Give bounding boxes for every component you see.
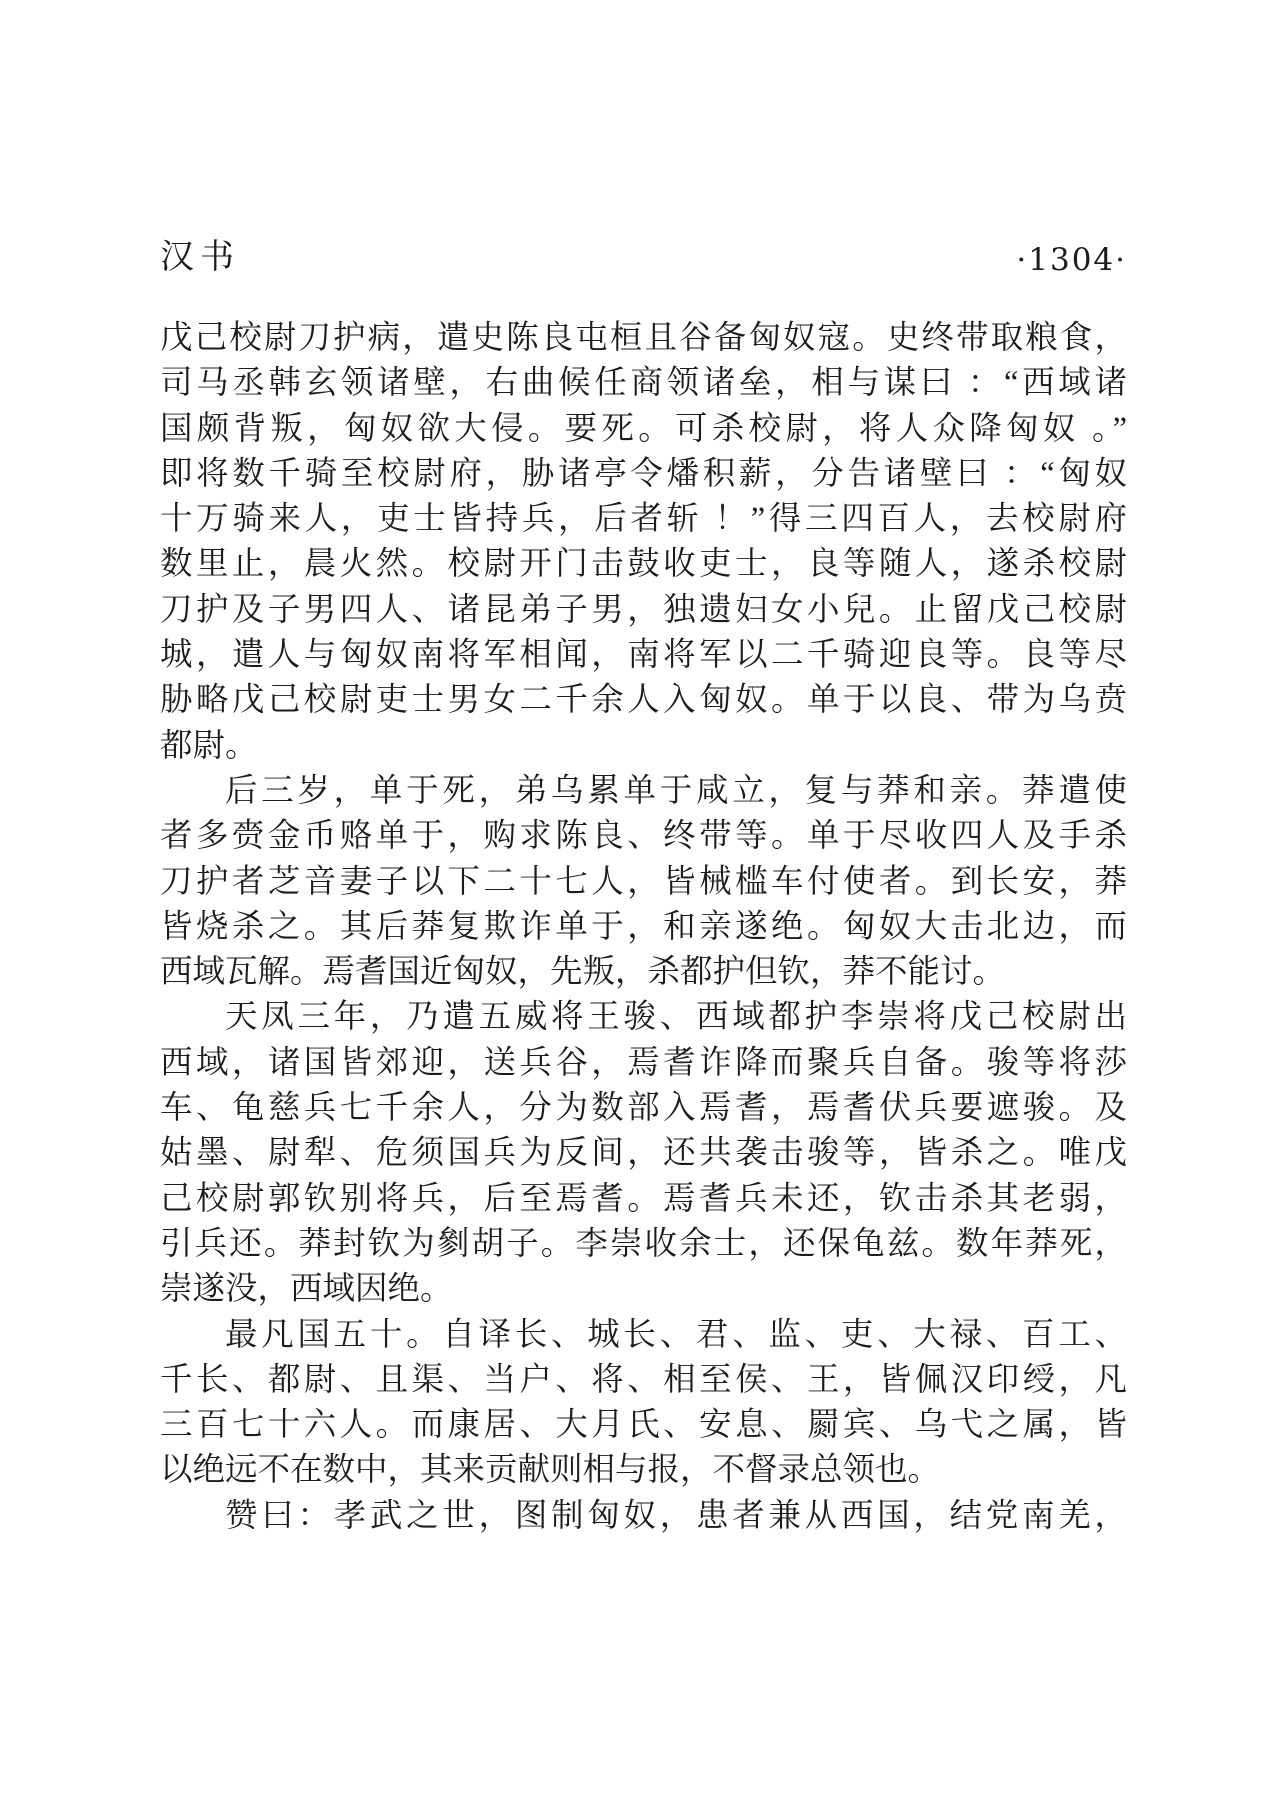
text-line: 天凤三年，乃遣五威将王骏、西域都护李崇将戊己校尉出 (225, 999, 1127, 1036)
text-line: 司马丞韩玄领诸壁，右曲候任商领诸垒，相与谋曰 ：“西域诸 (160, 365, 1127, 402)
text-line: 西域，诸国皆郊迎，送兵谷，焉耆诈降而聚兵自备。骏等将莎 (160, 1044, 1127, 1081)
text-line: 者多赍金币赂单于，购求陈良、终带等。单于尽收四人及手杀 (160, 818, 1127, 855)
text-line: 国颇背叛，匈奴欲大侵。要死。可杀校尉，将人众降匈奴 。” (160, 410, 1127, 447)
text-line: 后三岁，单于死，弟乌累单于咸立，复与莽和亲。莽遣使 (225, 772, 1127, 809)
text-line: 赞曰：孝武之世，图制匈奴，患者兼从西国，结党南羌， (225, 1497, 1127, 1534)
text-line: 戊己校尉刀护病，遣史陈良屯桓且谷备匈奴寇。史终带取粮食， (160, 320, 1127, 356)
text-line: 引兵还。莽封钦为剼胡子。李崇收余士，还保龟兹。数年莽死， (160, 1225, 1127, 1262)
text-line: 千长、都尉、且渠、当户、将、相至侯、王，皆佩汉印绶，凡 (160, 1361, 1127, 1398)
text-line: 城，遣人与匈奴南将军相闻，南将军以二千骑迎良等。良等尽 (160, 637, 1127, 674)
text-line: 己校尉郭钦别将兵，后至焉耆。焉耆兵未还，钦击杀其老弱， (160, 1180, 1127, 1217)
text-line: 十万骑来人，吏士皆持兵，后者斩 ！”得三四百人，去校尉府 (160, 501, 1127, 538)
text-line: 姑墨、尉犁、危须国兵为反间，还共袭击骏等，皆杀之。唯戊 (160, 1135, 1127, 1172)
text-line: 车、龟慈兵七千余人，分为数部入焉耆，焉耆伏兵要遮骏。及 (160, 1090, 1127, 1127)
text-line: 刀护者芝音妻子以下二十七人，皆械槛车付使者。到长安，莽 (160, 863, 1127, 900)
text-line: 即将数千骑至校尉府，胁诸亭令燔积薪，分告诸壁曰 ：“匈奴 (160, 455, 1127, 492)
text-body (160, 316, 1127, 1539)
book-title: 汉书 (160, 239, 240, 276)
text-line: 三百七十六人。而康居、大月氏、安息、罽宾、乌弋之属，皆 (160, 1407, 1127, 1444)
text-line: 数里止，晨火然。校尉开门击鼓收吏士，良等随人，遂杀校尉 (160, 546, 1127, 583)
text-line: 胁略戊己校尉吏士男女二千余人入匈奴。单于以良、带为乌贲 (160, 682, 1127, 719)
text-line: 刀护及子男四人、诸昆弟子男，独遗妇女小兒。止留戊己校尉 (160, 591, 1127, 628)
text-line: 崇遂没，西域因绝。 (160, 1271, 453, 1308)
text-line: 最凡国五十。自译长、城长、君、监、吏、大禄、百工、 (225, 1316, 1127, 1353)
text-line: 西域瓦解。焉耆国近匈奴，先叛，杀都护但钦，莽不能讨。 (160, 954, 1006, 991)
text-line: 以绝远不在数中，其来贡献则相与报，不督录总领也。 (160, 1452, 941, 1489)
text-line: 皆烧杀之。其后莽复欺诈单于，和亲遂绝。匈奴大击北边，而 (160, 908, 1127, 945)
page-number: ·1304· (1016, 242, 1127, 278)
text-line: 都尉。 (160, 727, 258, 764)
running-header (160, 234, 1127, 278)
